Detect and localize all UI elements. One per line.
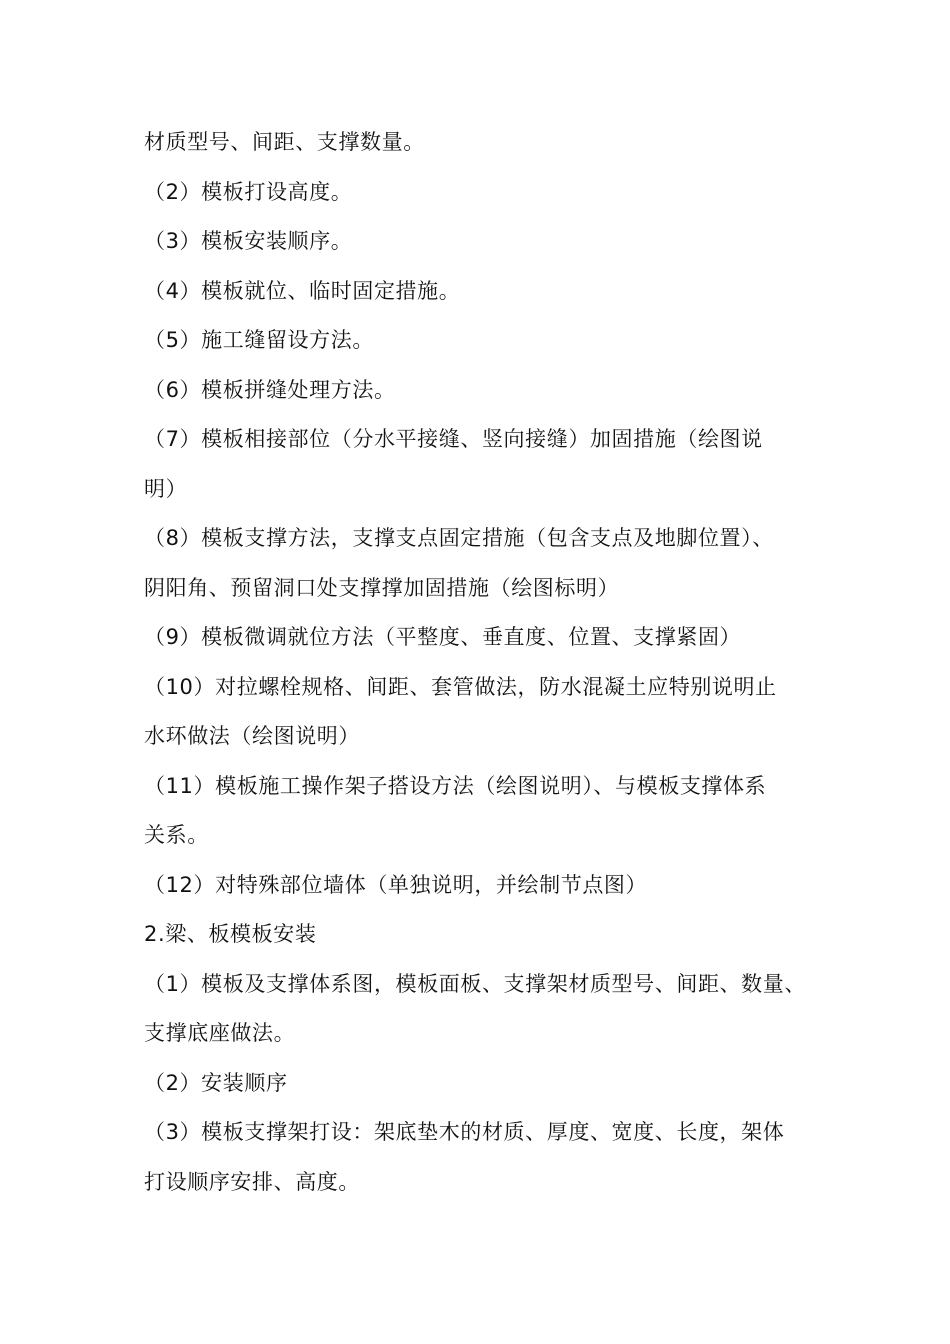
list-item: （3）模板支撑架打设：架底垫木的材质、厚度、宽度、长度，架体 [144,1120,785,1144]
document-body [144,118,834,1207]
text-line: 支撑底座做法。 [144,1021,296,1045]
list-item: （12）对特殊部位墙体（单独说明，并绘制节点图） [144,872,648,897]
list-item: （1）模板及支撑体系图，模板面板、支撑架材质型号、间距、数量、 [144,971,806,996]
list-item: （5）施工缝留设方法。 [144,328,374,352]
list-item: （4）模板就位、临时固定措施。 [144,278,461,303]
list-item: （2）模板打设高度。 [144,179,353,204]
list-item: （7）模板相接部位（分水平接缝、竖向接缝）加固措施（绘图说 [144,427,763,451]
list-item: （10）对拉螺栓规格、间距、套管做法，防水混凝土应特别说明止 [144,674,777,699]
list-item: （6）模板拼缝处理方法。 [144,377,396,402]
text-line: 水环做法（绘图说明） [144,724,360,748]
text-line: 材质型号、间距、支撑数量。 [144,130,425,154]
list-item: （11）模板施工操作架子搭设方法（绘图说明）、与模板支撑体系 [144,773,767,798]
list-item: （9）模板微调就位方法（平整度、垂直度、位置、支撑紧固） [144,625,742,649]
section-heading: 2.梁、板模板安装 [144,922,317,946]
list-item: （8）模板支撑方法，支撑支点固定措施（包含支点及地脚位置）、 [144,526,774,550]
text-line: 关系。 [144,823,209,847]
list-item: （2）安装顺序 [144,1070,288,1095]
text-line: 阴阳角、预留洞口处支撑撑加固措施（绘图标明） [144,575,620,600]
list-item: （3）模板安装顺序。 [144,229,353,253]
text-line: 明） [144,476,188,501]
text-line: 打设顺序安排、高度。 [144,1169,360,1194]
